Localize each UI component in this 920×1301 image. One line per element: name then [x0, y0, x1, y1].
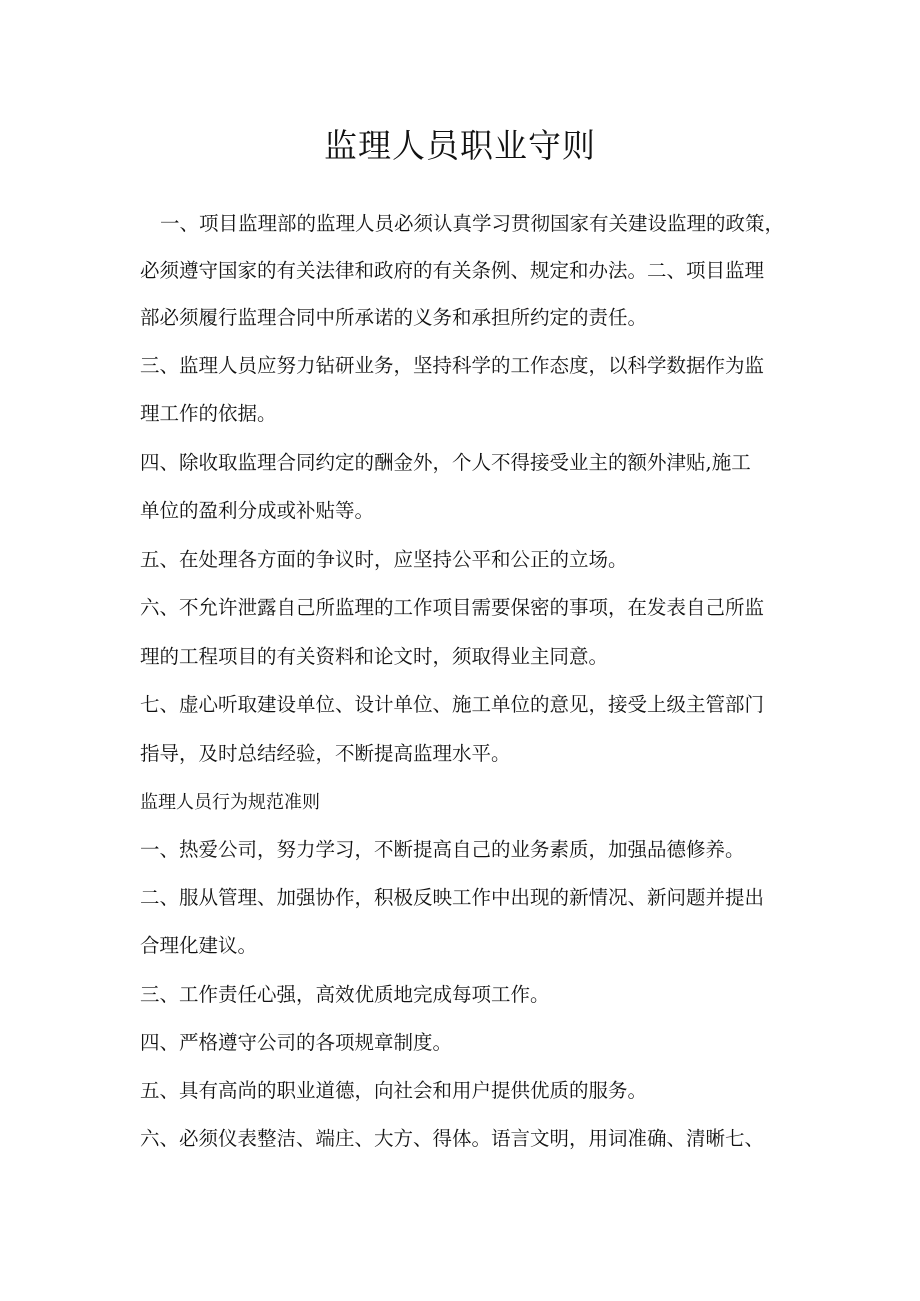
- section-heading: 监理人员行为规范准则: [140, 792, 320, 813]
- paragraph-line-17: 四、严格遵守公司的各项规章制度。: [140, 1031, 453, 1054]
- paragraph-line-12: 指导，及时总结经验，不断提高监理水平。: [140, 742, 511, 765]
- paragraph-line-10: 理的工程项目的有关资料和论文时，须取得业主同意。: [140, 645, 609, 668]
- paragraph-line-9: 六、不允许泄露自己所监理的工作项目需要保密的事项，在发表自己所监: [140, 596, 765, 619]
- paragraph-line-14: 二、服从管理、加强协作，积极反映工作中出现的新情况、新问题并提出: [140, 886, 765, 909]
- paragraph-line-1: 一、项目监理部的监理人员必须认真学习贯彻国家有关建设监理的政策，: [160, 212, 785, 235]
- paragraph-line-11: 七、虚心听取建设单位、设计单位、施工单位的意见，接受上级主管部门: [140, 693, 765, 716]
- document-title: 监理人员职业守则: [324, 126, 596, 165]
- paragraph-line-6: 四、除收取监理合同约定的酬金外，个人不得接受业主的额外津贴,施工: [140, 451, 751, 474]
- paragraph-line-13: 一、热爱公司，努力学习，不断提高自己的业务素质，加强品德修养。: [140, 838, 745, 861]
- paragraph-line-18: 五、具有高尚的职业道德，向社会和用户提供优质的服务。: [140, 1079, 648, 1102]
- paragraph-line-2: 必须遵守国家的有关法律和政府的有关条例、规定和办法。二、项目监理: [140, 259, 765, 282]
- paragraph-line-5: 理工作的依据。: [140, 402, 277, 425]
- paragraph-line-3: 部必须履行监理合同中所承诺的义务和承担所约定的责任。: [140, 306, 648, 329]
- paragraph-line-16: 三、工作责任心强，高效优质地完成每项工作。: [140, 983, 550, 1006]
- paragraph-line-8: 五、在处理各方面的争议时，应坚持公平和公正的立场。: [140, 548, 628, 571]
- paragraph-line-7: 单位的盈利分成或补贴等。: [140, 499, 375, 522]
- paragraph-line-4: 三、监理人员应努力钻研业务，坚持科学的工作态度，以科学数据作为监: [140, 354, 765, 377]
- paragraph-line-19: 六、必须仪表整洁、端庄、大方、得体。语言文明，用词准确、清晰七、: [140, 1127, 765, 1150]
- paragraph-line-15: 合理化建议。: [140, 934, 258, 957]
